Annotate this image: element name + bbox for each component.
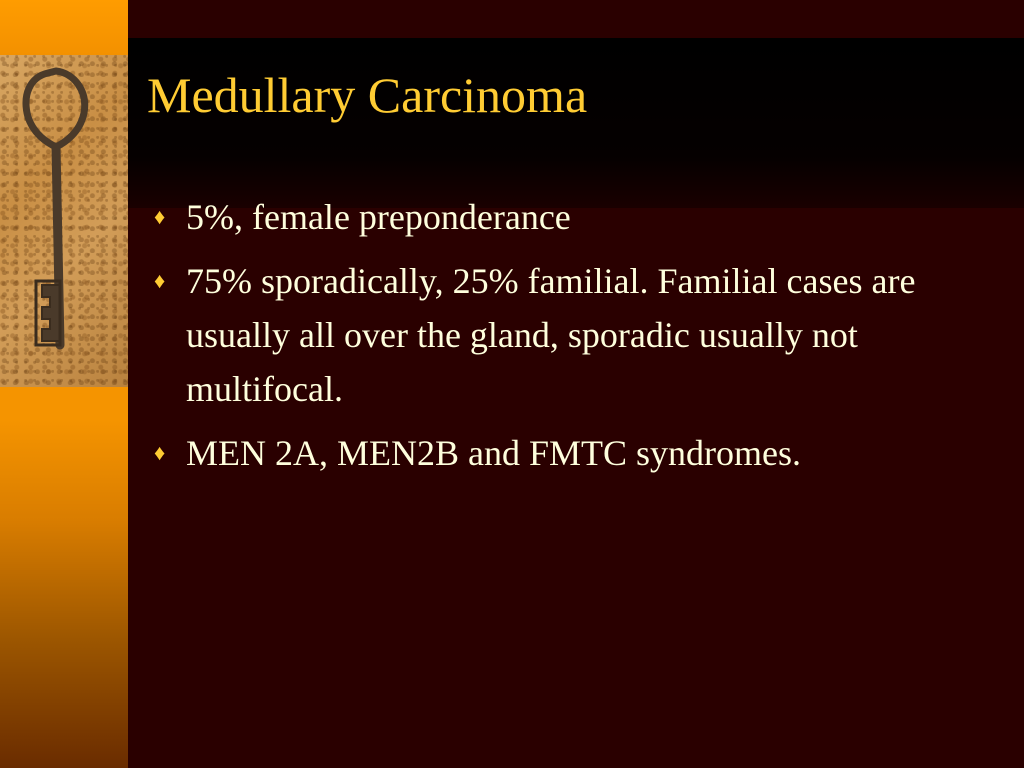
key-icon: [0, 55, 128, 387]
diamond-bullet-icon: ♦: [154, 204, 166, 229]
bullet-list: [150, 190, 980, 490]
top-strip: [128, 0, 1024, 38]
bullet-item: [150, 190, 980, 244]
bullet-item: [150, 426, 980, 480]
bullet-text: MEN 2A, MEN2B and FMTC syndromes.: [186, 433, 802, 473]
key-image: [0, 55, 128, 387]
diamond-bullet-icon: ♦: [154, 268, 166, 293]
diamond-bullet-icon: ♦: [154, 440, 166, 465]
title-band: [128, 38, 1024, 208]
bullet-text: 5%, female preponderance: [186, 197, 571, 237]
bullet-text: 75% sporadically, 25% familial. Familial cases are usually all over the gland, sporadic usually not multifocal.: [186, 261, 916, 409]
slide-title: Medullary Carcinoma: [147, 67, 588, 123]
bullet-item: [150, 254, 980, 416]
